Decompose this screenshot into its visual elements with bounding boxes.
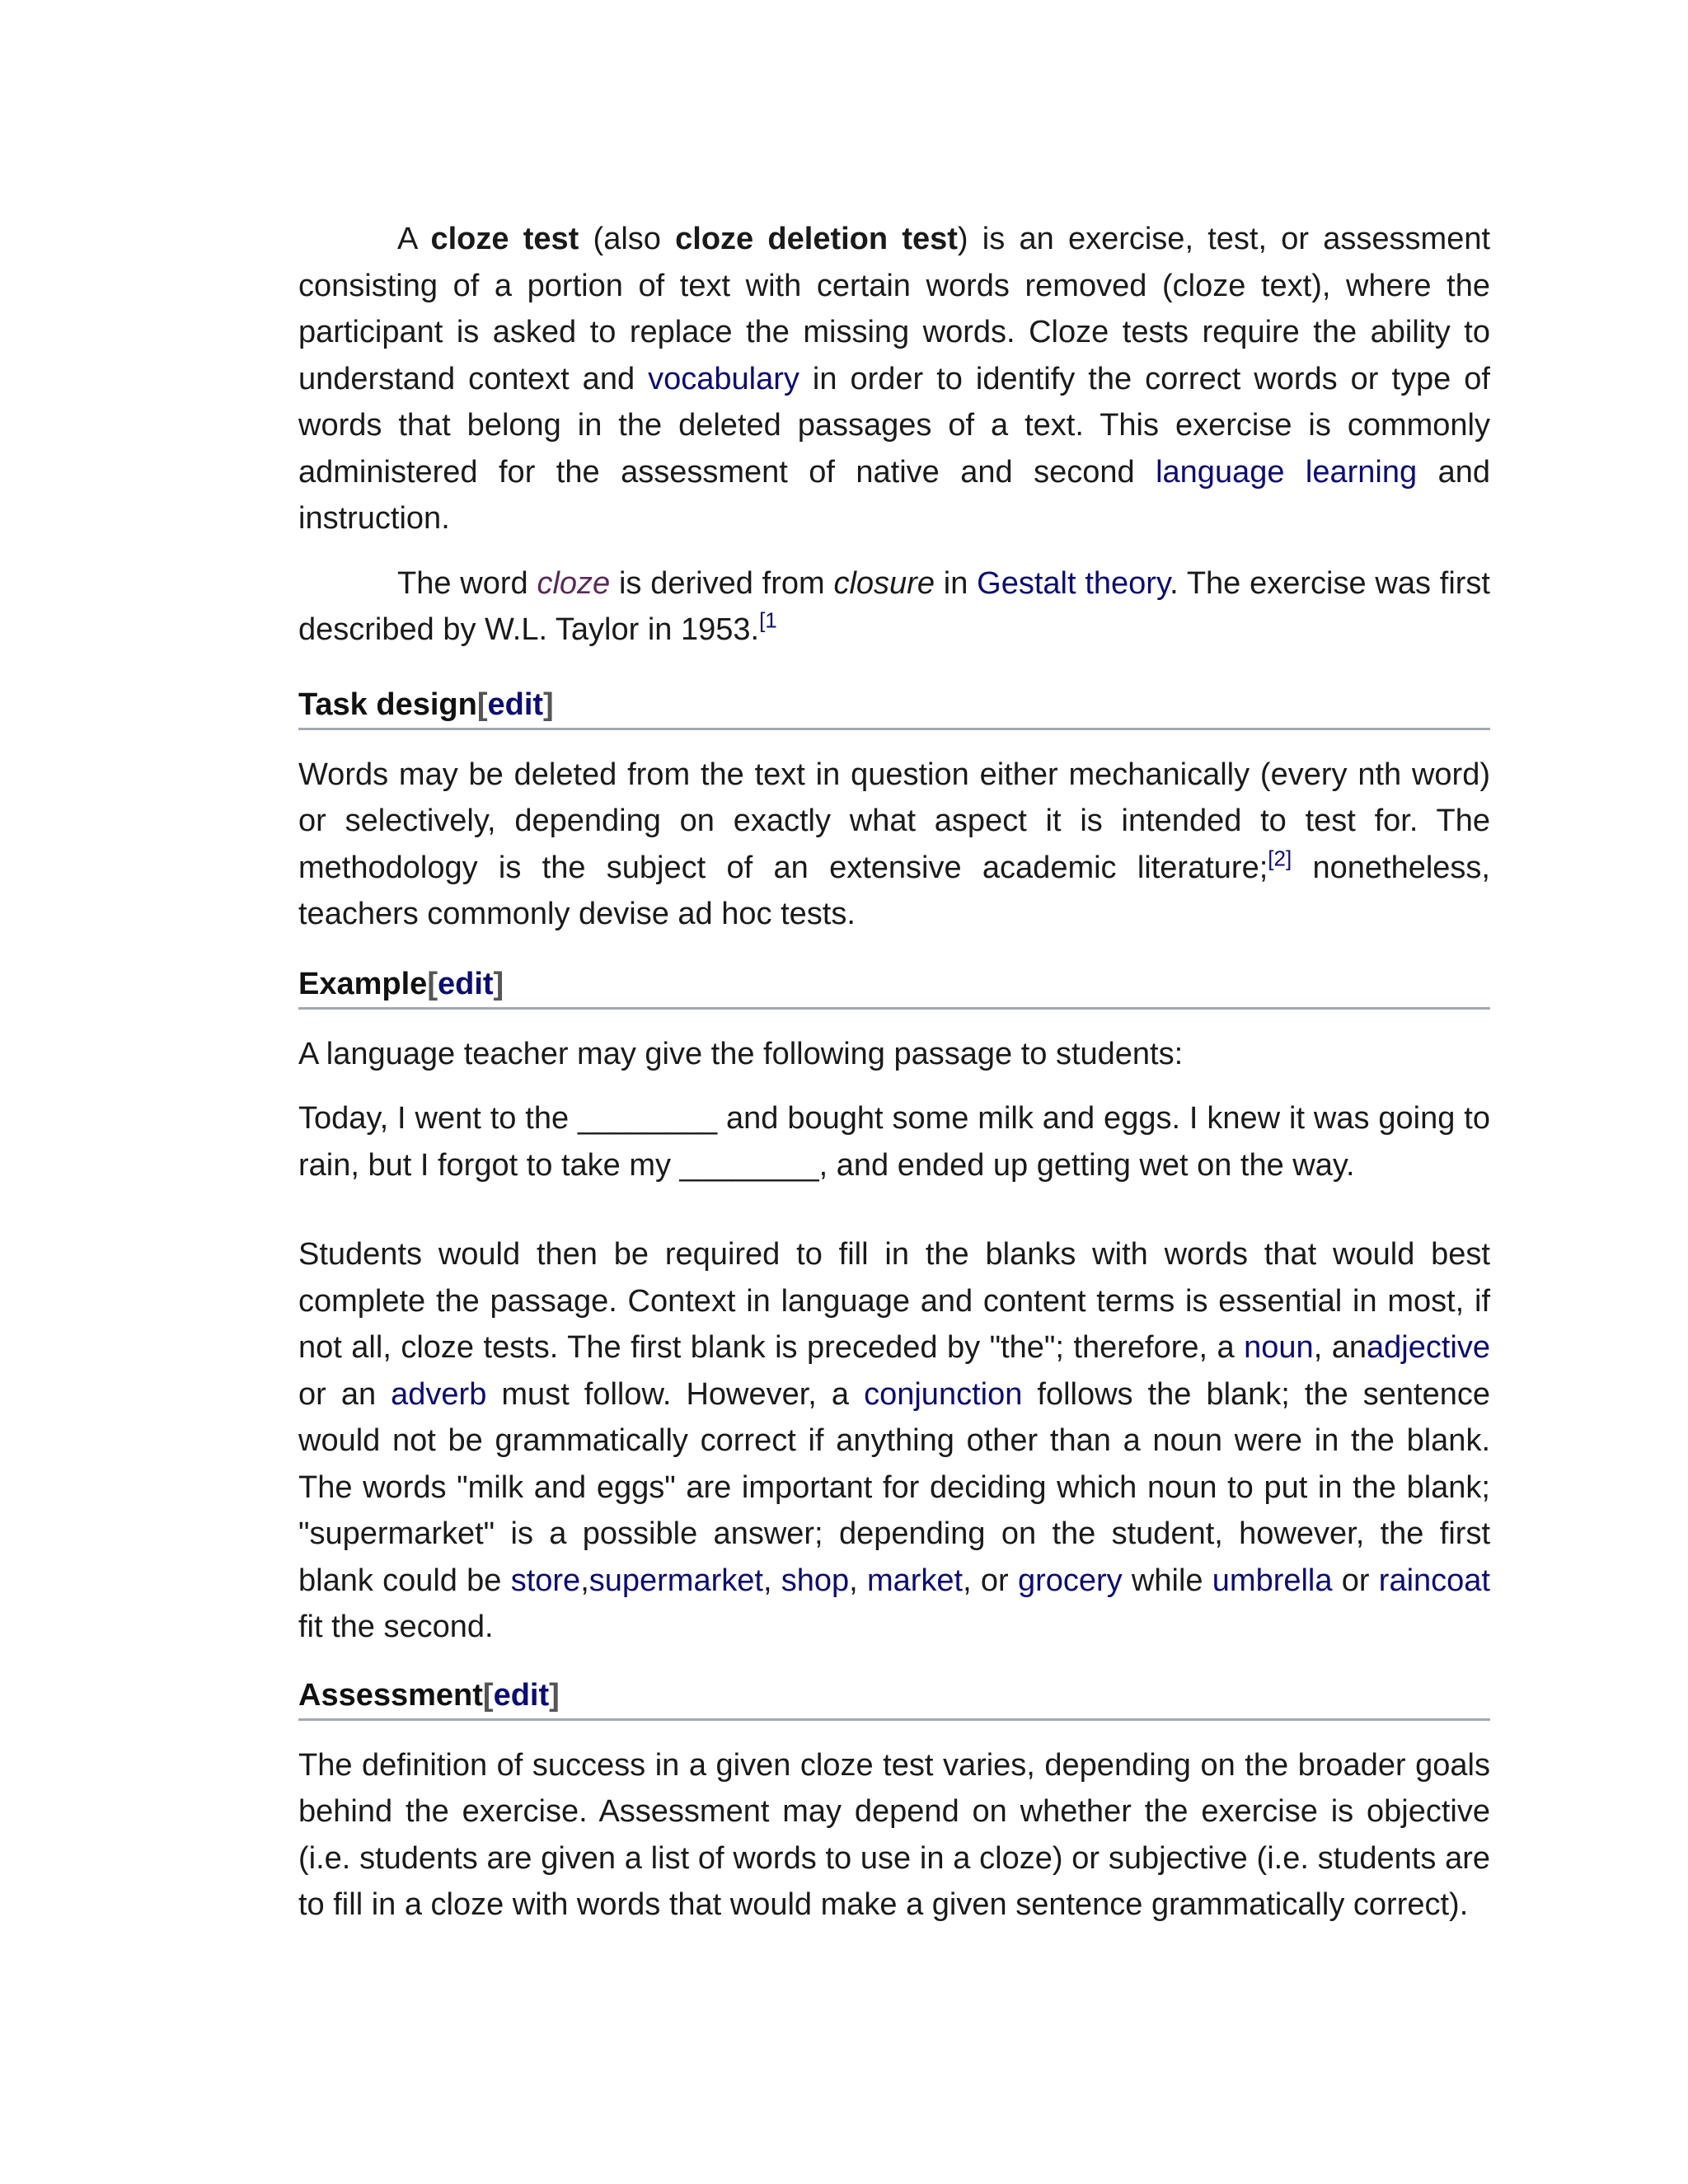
heading-assessment: [298, 1674, 1490, 1721]
text-run: , or: [963, 1563, 1018, 1598]
link-noun[interactable]: noun: [1244, 1330, 1314, 1365]
link-gestalt-theory[interactable]: Gestalt theory: [977, 565, 1170, 601]
text-run: or an: [298, 1376, 392, 1412]
heading-text: Assessment: [298, 1677, 483, 1713]
edit-bracket-close: ]: [493, 966, 504, 1001]
task-design-paragraph: [298, 752, 1490, 938]
edit-link-example[interactable]: edit: [437, 966, 494, 1001]
edit-bracket-open: [: [476, 687, 488, 722]
link-adverb[interactable]: adverb: [391, 1376, 487, 1412]
text-run: Students would then be required to fill in the blanks with words that would best complete the passage. Context in language and content terms is essential in most, if not all, cloze tests. The first blank is preceded by "the"; therefore, a: [298, 1237, 1490, 1365]
reference-1-link[interactable]: [1: [759, 607, 777, 633]
link-adjective[interactable]: adjective: [1367, 1330, 1490, 1365]
edit-bracket-open: [: [427, 966, 438, 1001]
text-run: ) is an exercise, test, or assessment consisting of a portion of text with certain words removed (cloze text), where the participant is asked to replace the missing words. Cloze tests require the ability to understand context and: [298, 222, 1491, 396]
article-body: [298, 216, 1490, 1929]
text-run: ,: [849, 1563, 867, 1598]
text-run: ,: [762, 1563, 781, 1598]
example-intro-paragraph: A language teacher may give the following passage to students:: [298, 1036, 1184, 1071]
link-language-learning[interactable]: language learning: [1156, 454, 1418, 490]
edit-link-assessment[interactable]: edit: [493, 1677, 550, 1713]
reference-2[interactable]: [1268, 846, 1292, 870]
link-conjunction[interactable]: conjunction: [864, 1376, 1023, 1412]
text-run: nonetheless, teachers commonly devise ad hoc tests.: [298, 850, 1490, 931]
edit-bracket-close: ]: [543, 687, 554, 722]
text-run: fit the second.: [298, 1610, 494, 1644]
text-run: must follow. However, a: [486, 1376, 865, 1412]
edit-link-task-design[interactable]: edit: [487, 687, 544, 722]
text-run: follows the blank; the sentence would not be grammatically correct if anything other than a noun were in the blank. The words "milk and eggs" are important for deciding which noun to put in the blank; "supermarket" is a possible answer; depending on the student, however, the first blank could be: [298, 1376, 1491, 1598]
text-run: (also: [579, 222, 676, 256]
text-run: A: [397, 222, 431, 256]
link-shop[interactable]: shop: [781, 1563, 850, 1598]
link-umbrella[interactable]: umbrella: [1212, 1563, 1333, 1598]
intro-paragraph-1: [298, 216, 1490, 542]
text-run: Words may be deleted from the text in question either mechanically (every nth word) or selectively, depending on exactly what aspect it is intended to test for. The methodology is the subject of an extensive academic literature;: [298, 757, 1490, 885]
text-run: in: [934, 565, 978, 601]
link-cloze[interactable]: cloze: [537, 565, 611, 601]
text-run: in order to identify the correct words or type of words that belong in the deleted passages of a text. This exercise is commonly administered for the assessment of native and second: [298, 361, 1490, 490]
reference-1[interactable]: [759, 608, 777, 633]
heading-task-design: [298, 683, 1490, 730]
reference-2-link[interactable]: [2]: [1268, 846, 1292, 871]
text-run: The word: [397, 565, 537, 601]
term-closure: closure: [833, 565, 935, 601]
text-run: or: [1332, 1563, 1379, 1598]
heading-text: Example: [298, 966, 428, 1001]
heading-example: [298, 963, 1490, 1010]
link-supermarket[interactable]: supermarket: [588, 1563, 763, 1598]
link-raincoat[interactable]: raincoat: [1378, 1563, 1490, 1598]
term-cloze-deletion-test: cloze deletion test: [675, 222, 958, 256]
edit-bracket-close: ]: [549, 1677, 560, 1713]
term-cloze-test: cloze test: [430, 222, 579, 256]
text-run: and instruction.: [298, 454, 1490, 536]
example-passage: Today, I went to the ________ and bought some milk and eggs. I knew it was going to rain, but I forgot to take my ________, and ended up getting wet on the way.: [298, 1101, 1490, 1183]
text-run: ,: [580, 1563, 589, 1598]
link-vocabulary[interactable]: vocabulary: [648, 361, 799, 396]
heading-text: Task design: [298, 687, 477, 722]
example-explanation-paragraph: [298, 1231, 1490, 1651]
text-run: while: [1122, 1563, 1212, 1598]
assessment-paragraph: The definition of success in a given cloze test varies, depending on the broader goals behind the exercise. Assessment may depend on whether the exercise is objective (i.e. students are given a list of words to use in a cloze) or subjective (i.e. students are to fill in a cloze with words that would make a given sentence grammatically correct).: [298, 1747, 1490, 1922]
text-run: is derived from: [610, 565, 834, 601]
link-grocery[interactable]: grocery: [1017, 1563, 1123, 1598]
text-run: . The exercise was first described by W.L. Taylor in 1953.: [298, 565, 1490, 647]
link-store[interactable]: store: [510, 1563, 581, 1598]
text-run: , an: [1313, 1330, 1367, 1365]
intro-paragraph-2: [298, 560, 1490, 654]
edit-bracket-open: [: [482, 1677, 494, 1713]
link-market[interactable]: market: [866, 1563, 964, 1598]
